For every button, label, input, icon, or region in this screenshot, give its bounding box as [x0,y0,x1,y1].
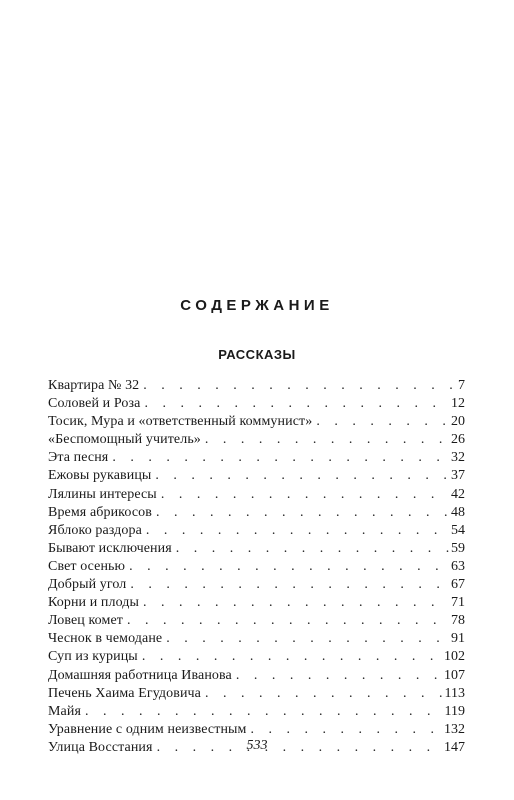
dot-leader [151,467,449,485]
toc-entry [48,558,465,576]
entry-page: 107 [444,667,465,683]
entry-title: Майя [48,703,81,719]
entry-title: Домашняя работница Иванова [48,667,232,683]
entry-title: Ежовы рукавицы [48,468,152,484]
page-number: 533 [246,738,268,753]
entry-title: Суп из курицы [48,649,138,665]
entry-title: Эта песня [48,450,109,466]
entry-page: 12 [451,396,465,412]
dot-leader [81,703,443,721]
entry-title: Корни и плоды [48,595,140,611]
entry-page: 26 [451,432,465,448]
entry-page: 63 [451,558,465,574]
toc-entry [48,413,465,431]
entry-page: 147 [444,739,465,755]
dot-leader [125,558,449,576]
toc-entry [48,721,465,739]
dot-leader [157,486,449,504]
entry-title: «Беспомощный учитель» [48,432,201,448]
entry-title: Соловей и Роза [48,396,141,412]
toc-entry [48,486,465,504]
dot-leader [201,685,443,703]
toc-entry [48,431,465,449]
dot-leader [172,540,449,558]
dot-leader [139,594,449,612]
toc-entry [48,377,465,395]
toc-entry [48,612,465,630]
dot-leader [201,431,449,449]
dot-leader [126,576,449,594]
entry-title: Лялины интересы [48,486,157,502]
entry-title: Печень Хаима Егудовича [48,685,201,701]
entry-title: Свет осенью [48,558,126,574]
section-heading: РАССКАЗЫ [218,347,296,362]
entry-page: 54 [451,522,465,538]
toc-entry [48,449,465,467]
entry-page: 71 [451,595,465,611]
toc-entry [48,648,465,666]
dot-leader [247,721,443,739]
toc-entry [48,504,465,522]
dot-leader [312,413,449,431]
entry-page: 59 [451,540,465,556]
entry-title: Улица Восстания [48,739,153,755]
entry-page: 102 [444,649,465,665]
toc-entry [48,703,465,721]
entry-title: Уравнение с одним неизвестным [48,721,247,737]
toc-entry [48,467,465,485]
toc-entry [48,522,465,540]
entry-page: 91 [451,631,465,647]
entry-page: 132 [444,721,465,737]
entry-title: Бывают исключения [48,540,172,556]
toc-entry [48,540,465,558]
dot-leader [162,630,449,648]
entry-page: 37 [451,468,465,484]
entry-page: 119 [444,703,465,719]
entry-title: Тосик, Мура и «ответственный коммунист» [48,414,313,430]
toc-entry [48,594,465,612]
entry-page: 7 [458,378,465,393]
toc-entry [48,630,465,648]
dot-leader [152,504,449,522]
dot-leader [140,395,449,413]
entry-page: 67 [451,577,465,593]
toc-entry [48,395,465,413]
entry-page: 42 [451,486,465,502]
entry-title: Ловец комет [48,613,123,629]
entry-page: 48 [451,504,465,520]
toc-entry [48,667,465,685]
toc-entry [48,685,465,703]
entry-title: Квартира № 32 [48,378,140,393]
entry-page: 113 [444,685,465,701]
contents-heading: СОДЕРЖАНИЕ [180,297,334,314]
entry-page: 20 [451,414,465,430]
entry-title: Чеснок в чемодане [48,631,163,647]
entry-page: 78 [451,613,465,629]
entry-page: 32 [451,450,465,466]
dot-leader [142,522,449,540]
dot-leader [138,648,442,666]
dot-leader [139,377,456,395]
table-of-contents [48,377,465,757]
toc-entry [48,576,465,594]
dot-leader [123,612,449,630]
entry-title: Яблоко раздора [48,522,142,538]
dot-leader [108,449,449,467]
dot-leader [232,667,442,685]
entry-title: Время абрикосов [48,504,152,520]
entry-title: Добрый угол [48,577,127,593]
